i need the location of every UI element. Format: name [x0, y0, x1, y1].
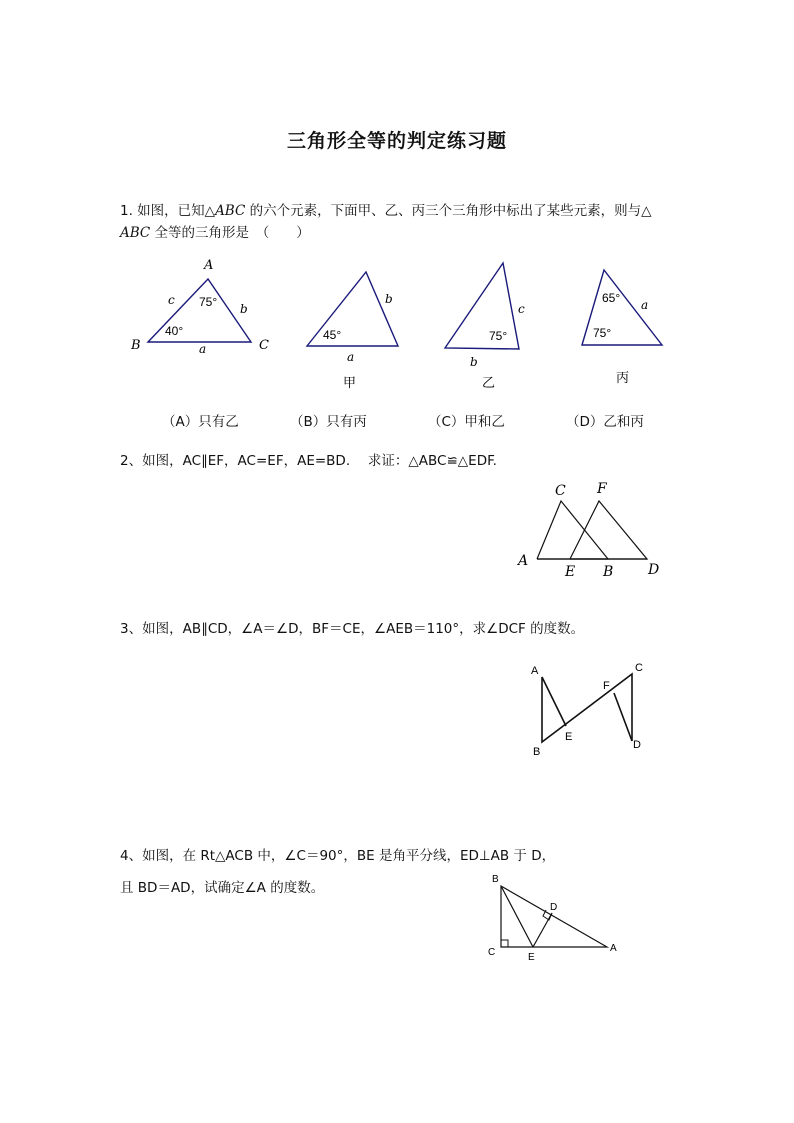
q3-polyline-abcd	[542, 674, 632, 742]
q1-line2-b: 全等的三角形是 （ ）	[150, 225, 310, 241]
q1-yi-angle: 75°	[489, 329, 508, 343]
q1-bing-side-a: a	[641, 298, 649, 312]
q3-label-E: E	[565, 731, 573, 743]
q1-triangle-yi	[445, 263, 525, 369]
q1-line2-abc: ABC	[120, 225, 151, 241]
q3-text: 3、如图，AB∥CD，∠A＝∠D，BF＝CE，∠AEB＝110°，求∠DCF 的度数。	[120, 621, 585, 637]
q1-line1-b: 的六个元素，下面甲、乙、丙三个三角形中标出了某些元素，则与△	[245, 203, 652, 219]
q1-option-d: （D）乙和丙	[566, 414, 644, 430]
q2-label-A: A	[518, 553, 529, 569]
q2-text: 2、如图，AC∥EF，AC=EF，AE=BD. 求证：△ABC≌△EDF.	[120, 453, 497, 469]
q2-figure	[505, 475, 675, 585]
q3-label-D: D	[633, 739, 641, 751]
q2-label-E: E	[565, 564, 576, 580]
q1-line2	[120, 222, 310, 244]
q1-main-side-b: b	[240, 302, 248, 316]
q1-main-label-C: C	[259, 338, 269, 353]
q3-segment-df	[614, 693, 632, 741]
q4-label-C: C	[488, 947, 496, 958]
q1-option-a: （A）只有乙	[162, 414, 239, 430]
q1-label-jia: 甲	[343, 375, 357, 390]
q1-main-side-a: a	[199, 342, 207, 356]
q1-jia-angle: 45°	[323, 328, 342, 342]
q1-triangle-bing	[582, 270, 662, 345]
q1-triangle-abc-shape	[148, 279, 251, 342]
q3-segment-ae	[542, 677, 566, 726]
q1-line1-a: 1. 如图，已知△	[120, 203, 216, 219]
q1-main-angle-A: 75°	[199, 295, 218, 309]
q1-jia-side-b: b	[385, 292, 393, 306]
q1-jia-side-a: a	[347, 350, 355, 364]
q1-main-angle-B: 40°	[165, 324, 184, 338]
q3-label-B: B	[533, 746, 541, 758]
q1-main-label-A: A	[204, 258, 214, 273]
q3-figure	[520, 655, 660, 765]
q2-triangle-edf	[570, 501, 647, 559]
page-title: 三角形全等的判定练习题	[286, 130, 507, 152]
q2-label-B: B	[603, 564, 614, 580]
q2-label-F: F	[597, 481, 607, 497]
q1-line1-abc: ABC	[215, 203, 246, 219]
q1-bing-angle-top: 65°	[602, 291, 621, 305]
q4-label-E: E	[528, 952, 535, 963]
q2-label-C: C	[555, 483, 566, 499]
q1-main-label-B: B	[131, 338, 141, 353]
q1-yi-side-b: b	[470, 355, 478, 369]
q3-label-C: C	[635, 662, 643, 674]
q1-label-bing: 丙	[616, 370, 630, 385]
q1-bing-angle-bottom: 75°	[593, 326, 612, 340]
q3-label-A: A	[531, 665, 539, 677]
q4-line1: 4、如图，在 Rt△ACB 中，∠C＝90°，BE 是角平分线，ED⊥AB 于 D，	[120, 848, 556, 864]
q1-option-b: （B）只有丙	[290, 414, 367, 430]
q4-figure	[480, 868, 630, 968]
q1-line1	[120, 200, 652, 222]
q1-triangle-jia-shape	[307, 272, 398, 346]
q4-label-D: D	[550, 902, 558, 913]
q1-triangle-yi-shape	[445, 263, 519, 349]
q1-yi-side-c: c	[518, 302, 525, 316]
q1-label-yi: 乙	[482, 375, 496, 390]
q4-right-angle-c	[501, 940, 508, 947]
q3-label-F: F	[603, 680, 610, 692]
q4-label-B: B	[492, 874, 499, 885]
q1-option-c: （C）甲和乙	[428, 414, 505, 430]
q1-main-side-c: c	[168, 293, 175, 307]
q2-triangle-abc	[537, 501, 608, 559]
q1-triangle-abc	[130, 258, 269, 356]
q2-label-D: D	[648, 562, 660, 578]
q1-triangle-jia	[307, 272, 398, 364]
q4-perpendicular-ed	[533, 913, 552, 947]
q4-line2: 且 BD＝AD，试确定∠A 的度数。	[120, 880, 325, 896]
q4-label-A: A	[610, 943, 617, 954]
q1-figures	[0, 250, 794, 400]
